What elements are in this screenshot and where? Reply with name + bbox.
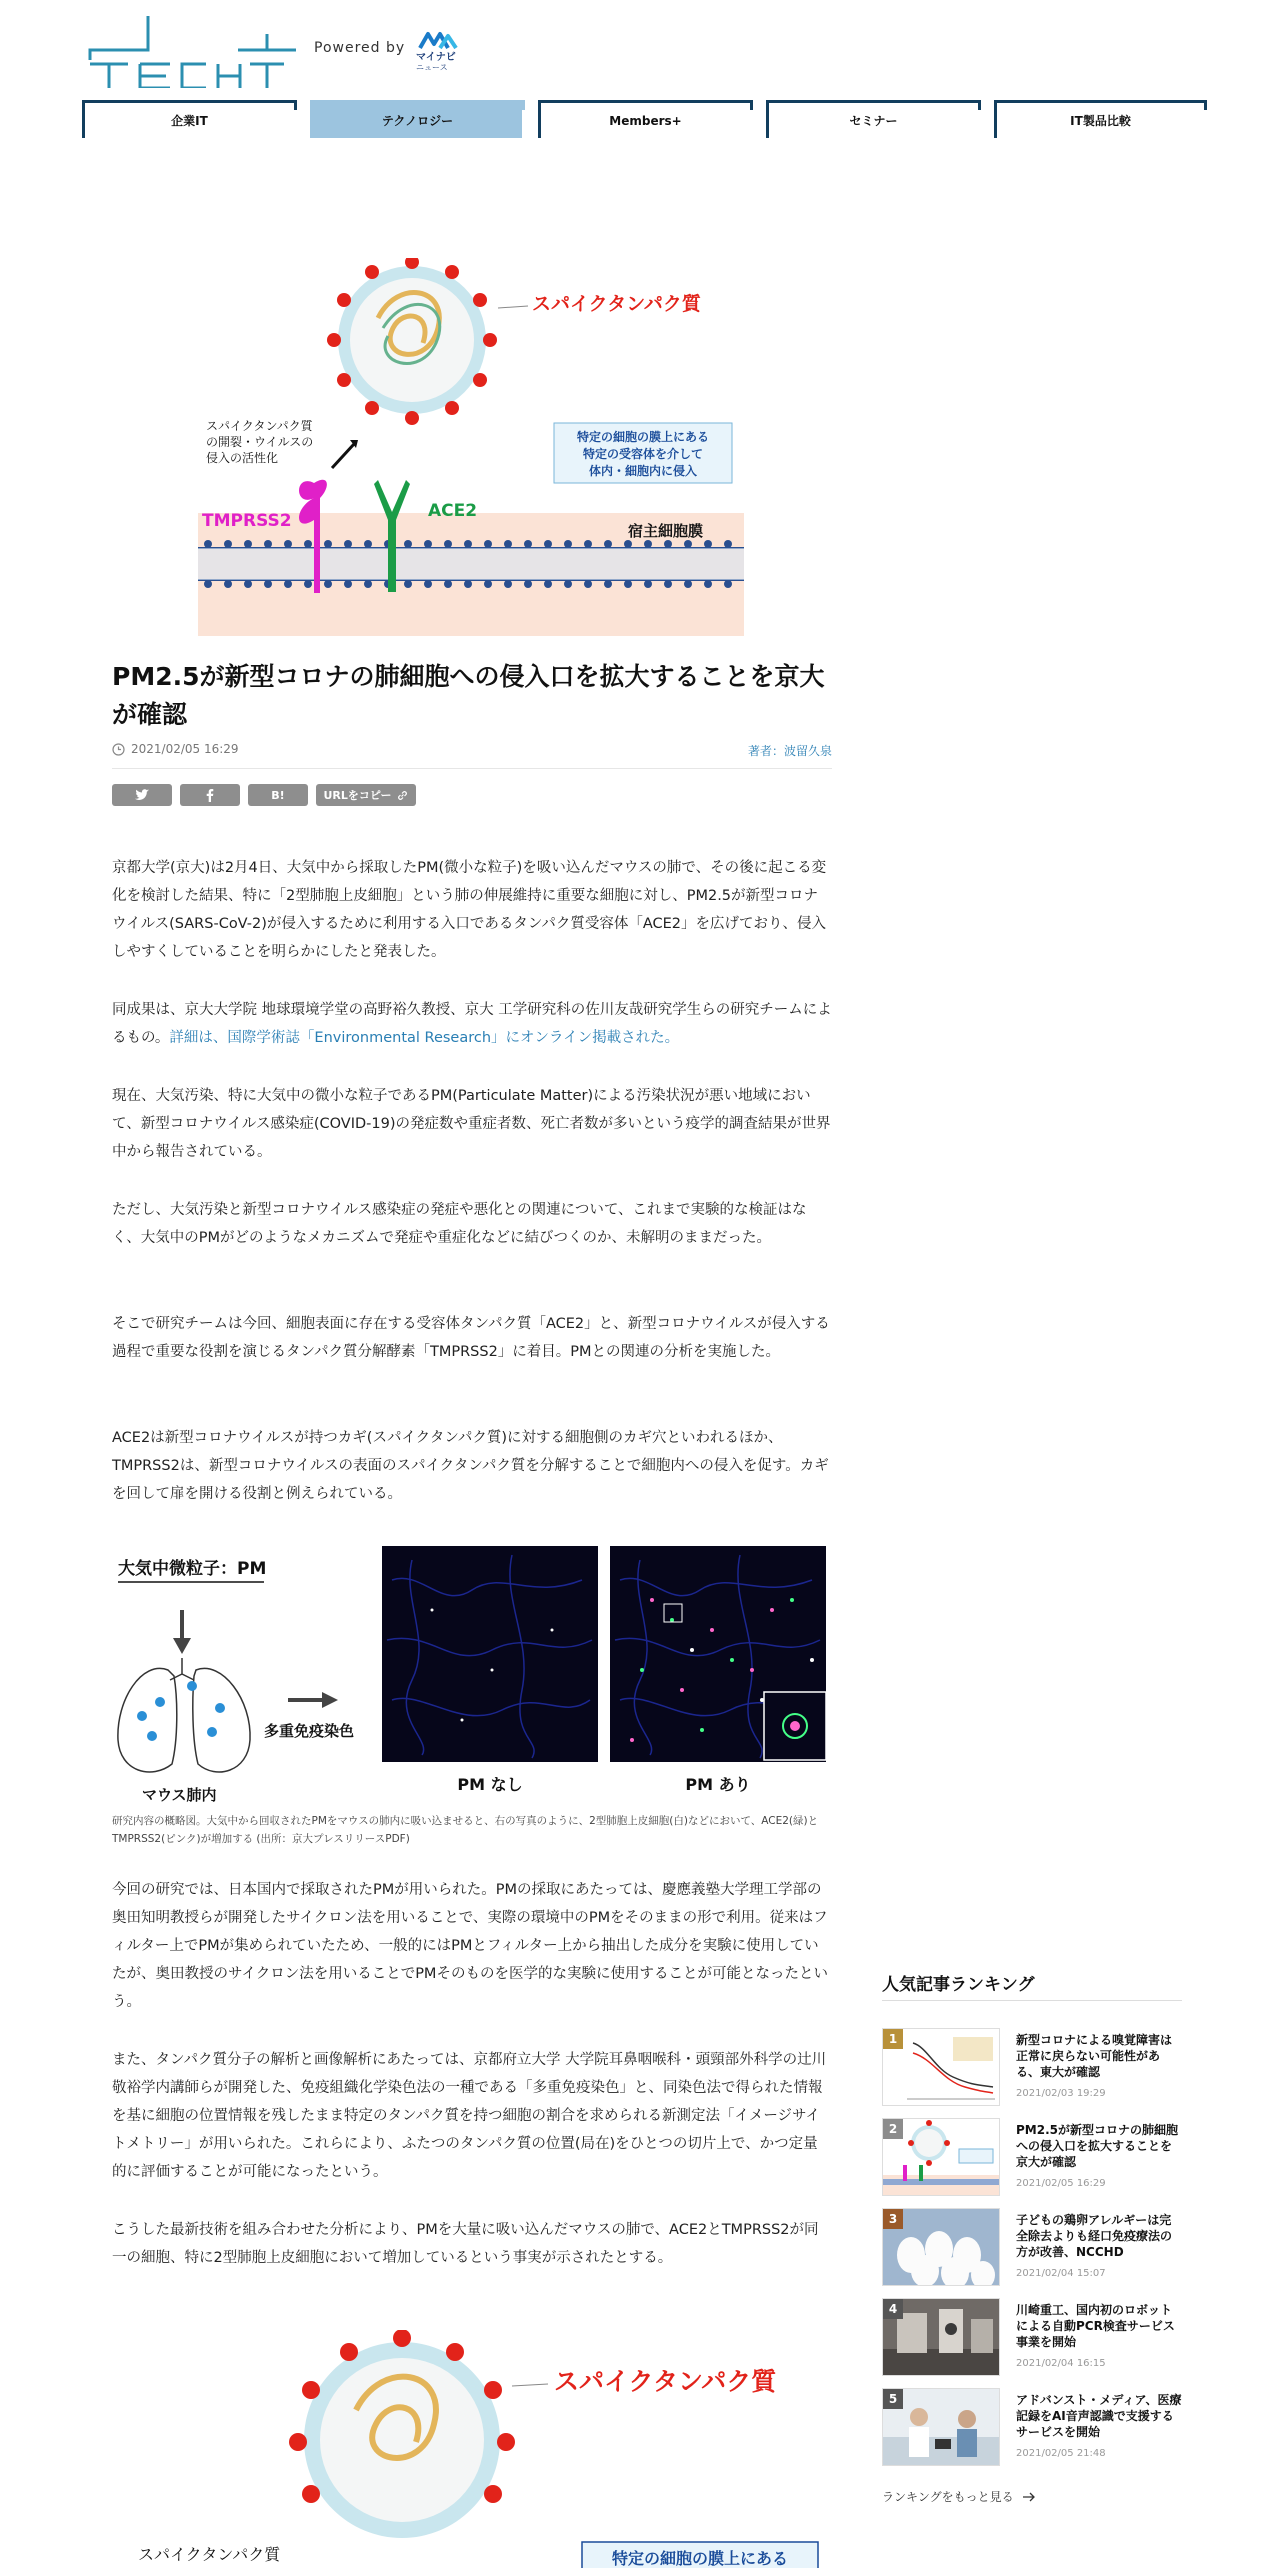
article-title: PM2.5が新型コロナの肺細胞への侵入口を拡大することを京大が確認 (112, 662, 825, 729)
article-paragraph-6: ACE2は新型コロナウイルスが持つカギ(スパイクタンパク質)に対する細胞側のカギ穴といわれるほか、TMPRSS2は、新型コロナウイルスの表面のスパイクタンパク質を分解することで細胞内への侵入を促す。カギを回して扉を開ける役割と例えられている。 (112, 1430, 829, 1502)
paragraph-2-text: 同成果は、京大大学院 地球環境学堂の高野裕久教授、京大 工学研究科の佐川友哉研究学生らの研究チームによるもの。 (112, 1002, 832, 1046)
publish-date (112, 742, 239, 756)
ranking-item-title: 新型コロナによる嗅覚障害は正常に戻らない可能性がある、東大が確認 (1016, 2033, 1173, 2079)
svg-text:ニュース: ニュース (416, 63, 448, 72)
receptor-note-line3: 体内・細胞内に侵入 (588, 464, 698, 478)
link-icon (397, 790, 408, 801)
ranking-item[interactable] (882, 2118, 1182, 2200)
hatena-label: B! (271, 788, 285, 802)
arrow-right-icon (1022, 2492, 1036, 2502)
spike-protein-label-2: スパイクタンパク質 (554, 2367, 777, 2396)
hero-virus-illustration (198, 258, 744, 636)
ranking-item[interactable] (882, 2028, 1182, 2110)
ranking-divider (882, 2000, 1182, 2001)
powered-by-text: Powered by (314, 40, 406, 56)
pm-experiment-figure (112, 1540, 832, 1806)
facebook-share-button[interactable] (180, 784, 240, 806)
svg-text:マイナビ: マイナビ (416, 52, 456, 63)
ranking-title: 人気記事ランキング (882, 1975, 1035, 1995)
nav-item-seminar[interactable] (766, 100, 978, 138)
environmental-research-link[interactable]: 詳細は、国際学術誌「Environmental Research」にオンライン掲載された。 (169, 1030, 680, 1046)
activation-note-line1-2: スパイクタンパク質 (138, 2545, 281, 2564)
nav-item-members-plus[interactable] (538, 100, 750, 138)
ranking-thumbnail (882, 2298, 1000, 2376)
facebook-icon (206, 789, 214, 802)
clock-icon (112, 743, 125, 756)
host-membrane-label: 宿主細胞膜 (628, 522, 704, 540)
nav-label: 企業IT (171, 114, 208, 128)
receptor-note-line1: 特定の細胞の膜上にある (576, 430, 710, 444)
hatena-bookmark-button[interactable] (248, 784, 308, 806)
nav-label: IT製品比較 (1070, 114, 1131, 128)
receptor-note-line1-2: 特定の細胞の膜上にある (611, 2549, 789, 2568)
ranking-item-date: 2021/02/04 16:15 (1016, 2358, 1106, 2369)
article-meta (112, 742, 832, 769)
rank-number: 5 (883, 2389, 903, 2409)
ranking-item[interactable] (882, 2208, 1182, 2290)
without-pm-label: PM なし (457, 1775, 523, 1794)
article-paragraph-8: また、タンパク質分子の解析と画像解析にあたっては、京都府立大学 大学院耳鼻咽喉科・頭頸部外科学の辻川敬裕学内講師らが開発した、免疫組織化学染色法の一種である「多重免疫染色」と、同染色法で得られた情報を基に細胞の位置情報を残したまま特定のタンパク質を持つ細胞の割合を求められる新測定法「イメージサイトメトリー」が用いられた。これらにより、ふたつのタンパク質の位置(局在)をひとつの切片上で、かつ定量的に評価することが可能になったという。 (112, 2052, 827, 2180)
receptor-note-line2: 特定の受容体を介して (582, 447, 704, 461)
article-paragraph-9: こうした最新技術を組み合わせた分析により、PMを大量に吸い込んだマウスの肺で、ACE2とTMPRSS2が同一の細胞、特に2型肺胞上皮細胞において増加しているという事実が示されたとする。 (112, 2222, 819, 2266)
ranking-more-link[interactable] (882, 2488, 1036, 2505)
mynavi-news-logo[interactable] (414, 28, 464, 72)
ranking-item[interactable] (882, 2298, 1182, 2380)
tmprss2-label: TMPRSS2 (202, 511, 292, 531)
ranking-item-date: 2021/02/05 16:29 (1016, 2178, 1106, 2189)
activation-note-line2: の開裂・ウイルスの (206, 435, 314, 449)
ranking-item-title: アドバンスト・メディア、医療記録をAI音声認識で支援するサービスを開始 (1016, 2393, 1182, 2439)
figure-caption: 研究内容の概略図。大気中から回収されたPMをマウスの肺内に吸い込ませると、右の写真のように、2型肺胞上皮細胞(白)などにおいて、ACE2(緑)とTMPRSS2(ピンク)が増加する (出所：京大プレスリリースPDF) (112, 1815, 819, 1845)
rank-number: 1 (883, 2029, 903, 2049)
ranking-thumbnail (882, 2028, 1000, 2106)
ranking-thumbnail (882, 2208, 1000, 2286)
activation-note-line3: 侵入の活性化 (206, 451, 279, 465)
ranking-item-title: 子どもの鶏卵アレルギーは完全除去よりも経口免疫療法の方が改善、NCCHD (1016, 2213, 1173, 2259)
activation-note-line1: スパイクタンパク質 (206, 419, 313, 433)
main-navigation (82, 100, 1204, 142)
nav-label: Members+ (609, 113, 682, 128)
spike-protein-label: スパイクタンパク質 (532, 293, 701, 315)
tech-plus-logo[interactable] (88, 14, 298, 88)
ace2-label: ACE2 (428, 501, 478, 521)
rank-number: 4 (883, 2299, 903, 2319)
rank-number: 2 (883, 2119, 903, 2139)
ranking-item-title: 川崎重工、国内初のロボットによる自動PCR検査サービス事業を開始 (1016, 2303, 1175, 2349)
nav-label: テクノロジー (381, 114, 454, 128)
nav-label: セミナー (849, 114, 898, 128)
copy-url-label: URLをコピー (323, 789, 392, 802)
twitter-icon (135, 789, 149, 801)
article-paragraph-5: そこで研究チームは今回、細胞表面に存在する受容体タンパク質「ACE2」と、新型コロナウイルスが侵入する過程で重要な役割を演じるタンパク質分解酵素「TMPRSS2」に着目。PMとの関連の分析を実施した。 (112, 1316, 830, 1360)
nav-item-enterprise-it[interactable] (82, 100, 294, 138)
ranking-item-date: 2021/02/04 15:07 (1016, 2268, 1106, 2279)
nav-item-technology[interactable] (310, 100, 522, 138)
ranking-item-title: PM2.5が新型コロナの肺細胞への侵入口を拡大することを京大が確認 (1016, 2123, 1178, 2169)
rank-number: 3 (883, 2209, 903, 2229)
twitter-share-button[interactable] (112, 784, 172, 806)
article-paragraph-7: 今回の研究では、日本国内で採取されたPMが用いられた。PMの採取にあたっては、慶應義塾大学理工学部の奥田知明教授らが開発したサイクロン法を用いることで、実際の環境中のPMをそのままの形で利用。従来はフィルター上でPMが集められていたため、一般的にはPMとフィルター上から抽出した成分を実験に使用していたが、奥田教授のサイクロン法を用いることでPMそのものを医学的な実験に使用することが可能となったという。 (112, 1882, 828, 2010)
mouse-lung-label: マウス肺内 (142, 1786, 217, 1804)
article-paragraph-4: ただし、大気汚染と新型コロナウイルス感染症の発症や悪化との関連について、これまで実験的な検証はなく、大気中のPMがどのようなメカニズムで発症や重症化などに結びつくのか、未解明のままだった。 (112, 1202, 807, 1246)
author-link[interactable]: 著者：波留久泉 (747, 744, 832, 758)
ranking-item-date: 2021/02/03 19:29 (1016, 2088, 1106, 2099)
ranking-thumbnail (882, 2118, 1000, 2196)
ranking-item-date: 2021/02/05 21:48 (1016, 2448, 1106, 2459)
nav-item-it-product-compare[interactable] (994, 100, 1204, 138)
article-paragraph-1: 京都大学(京大)は2月4日、大気中から採取したPM(微小な粒子)を吸い込んだマウスの肺で、その後に起こる変化を検討した結果、特に「2型肺胞上皮細胞」という肺の伸展維持に重要な細胞に対し、PM2.5が新型コロナウイルス(SARS-CoV-2)が侵入するために利用する入口であるタンパク質受容体「ACE2」を広げており、侵入しやすくしていることを明らかにしたと発表した。 (112, 860, 827, 960)
ranking-item[interactable] (882, 2388, 1182, 2470)
ranking-more-label: ランキングをもっと見る (882, 2490, 1014, 2504)
with-pm-label: PM あり (685, 1775, 751, 1794)
virus-illustration-repeat (112, 2330, 832, 2568)
immunostain-label: 多重免疫染色 (264, 1722, 355, 1740)
publish-date-text: 2021/02/05 16:29 (131, 742, 239, 756)
copy-url-button[interactable] (316, 784, 416, 806)
ranking-thumbnail (882, 2388, 1000, 2466)
pm-label: 大気中微粒子：PM (118, 1559, 267, 1579)
article-paragraph-3: 現在、大気汚染、特に大気中の微小な粒子であるPM(Particulate Matter)による汚染状況が悪い地域において、新型コロナウイルス感染症(COVID-19)の発症数や重症者数、死亡者数が多いという疫学的調査結果が世界中から報告されている。 (112, 1088, 831, 1160)
article-paragraph-2 (112, 996, 832, 1052)
